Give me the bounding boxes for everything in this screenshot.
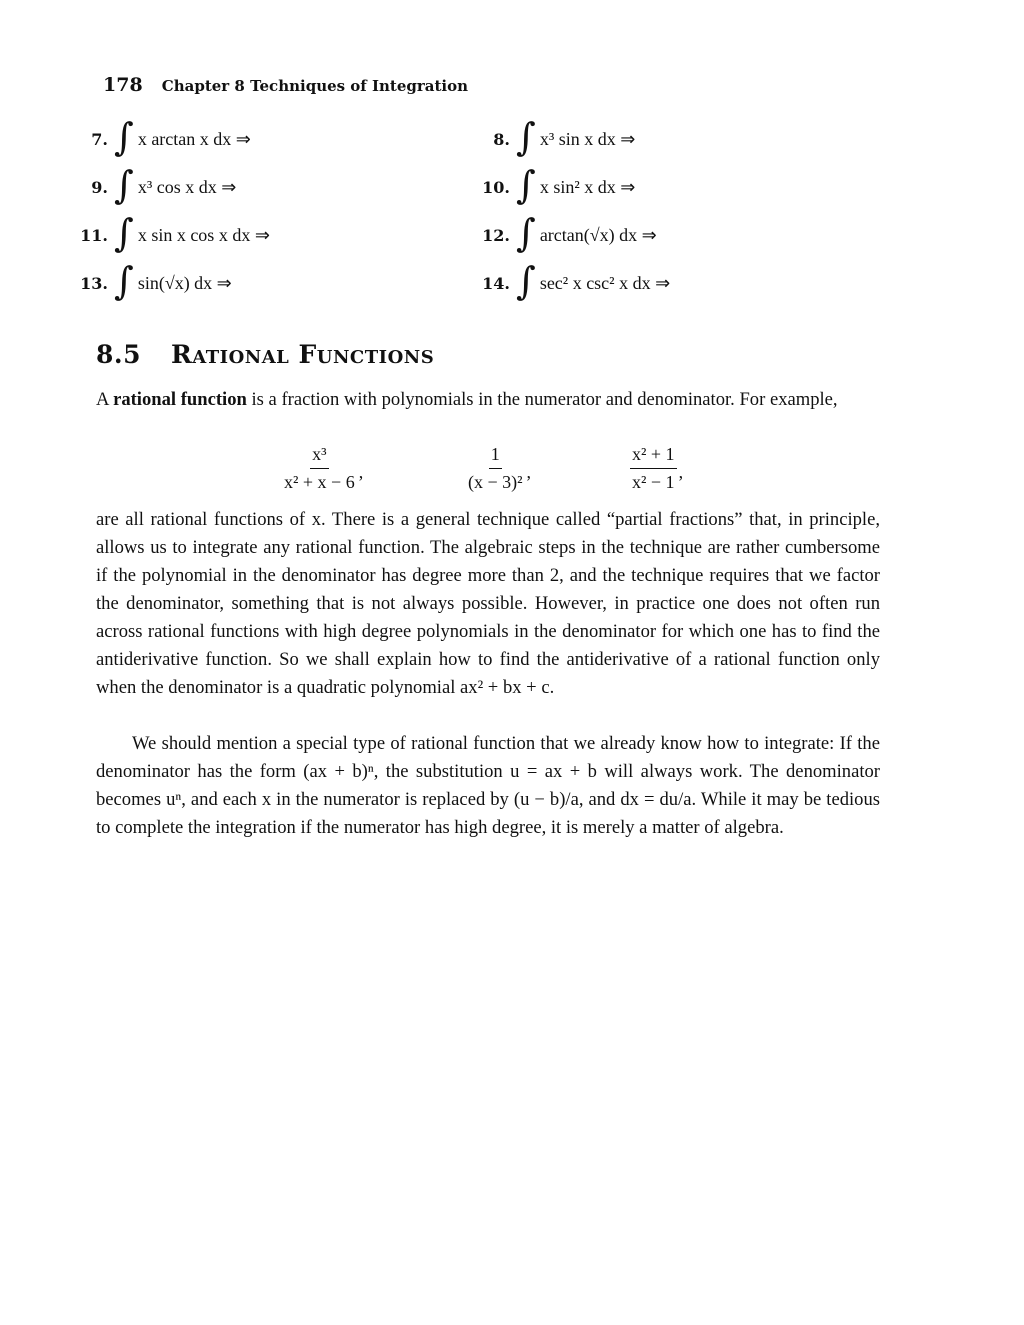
defined-term: rational function [113,389,247,410]
fraction-numerator: 1 [489,444,502,469]
example-fraction: $\frac{\text{x² + 1}}{\text{x² − 1}}$ , [632,444,684,492]
exercise-number: 8. [493,129,510,149]
exercise-number: 7. [91,129,108,149]
fraction-numerator: x³ [310,444,328,469]
exercise-13 [74,261,232,305]
example-fraction: $\frac{1}{\text{(x − 3)²}}$ , [468,444,532,492]
exercise-14 [476,261,670,305]
exercise-number: 14. [482,273,510,293]
integral-sign: ∫ [114,115,134,159]
exercise-number: 13. [80,273,108,293]
body-paragraph-2: We should mention a special type of rational function that we already know how to integrate: If the denominator has the form (ax + b)ⁿ, the substitution u = ax + b will always work. The denominator becomes uⁿ, and each x in the numerator is replaced by (u − b)/a, and dx = du/a. While it may be tedious to complete the integration if the numerator has high degree, it is merely a matter of algebra. [96,733,880,838]
chapter-title: Chapter 8 Techniques of Integration [161,77,469,95]
exercise-expression: x sin² x dx ⇒ [539,176,636,197]
section-title: Rational Functions [171,340,435,369]
exercise-12 [476,213,657,257]
intro-rest: is a fraction with polynomials in the numerator and denominator. For example, [246,389,838,410]
section-heading [96,340,434,369]
exercise-expression: sin(√x) dx ⇒ [137,272,232,293]
integral-sign: ∫ [114,259,134,303]
exercise-9 [74,165,236,209]
page-header [103,74,468,96]
fraction-denominator: (x − 3)² [468,472,523,492]
example-fraction: $\frac{\text{x³}}{\text{x² + x − 6}}$ , [284,444,364,492]
exercise-7 [74,117,251,161]
intro-paragraph [96,386,880,414]
exercise-expression: x arctan x dx ⇒ [137,128,251,149]
exercise-expression: x sin x cos x dx ⇒ [137,224,270,245]
exercise-8 [476,117,635,161]
exercise-number: 11. [80,225,108,245]
integral-sign: ∫ [114,163,134,207]
body-paragraph-1: are all rational functions of x. There is a general technique called “partial fractions” that, in principle, allows us to integrate any rational function. The algebraic steps in the technique are rather cumbersome if the polynomial in the denominator has degree more than 2, and the technique requires that we factor the denominator, something that is not always possible. However, in practice one does not often run across rational functions with high degree polynomials in the denominator for which one has to find the antiderivative function. So we shall explain how to find the antiderivative of a rational function only when the denominator is a quadratic polynomial ax² + bx + c. [96,509,880,698]
exercise-expression: sec² x csc² x dx ⇒ [539,272,671,293]
section-number: 8.5 [96,340,141,369]
fraction-denominator: x² + x − 6 [284,472,355,492]
exercise-expression: arctan(√x) dx ⇒ [539,224,657,245]
integral-sign: ∫ [516,163,536,207]
exercise-expression: x³ sin x dx ⇒ [539,128,636,149]
exercise-number: 9. [91,177,108,197]
integral-sign: ∫ [516,211,536,255]
exercise-11 [74,213,270,257]
integral-sign: ∫ [114,211,134,255]
exercise-expression: x³ cos x dx ⇒ [137,176,237,197]
intro-lead: A [96,389,114,410]
fraction-denominator: x² − 1 [632,472,675,492]
page-number: 178 [103,74,143,96]
exercise-number: 10. [482,177,510,197]
integral-sign: ∫ [516,115,536,159]
exercise-number: 12. [482,225,510,245]
integral-sign: ∫ [516,259,536,303]
fraction-numerator: x² + 1 [630,444,677,469]
exercise-10 [476,165,635,209]
